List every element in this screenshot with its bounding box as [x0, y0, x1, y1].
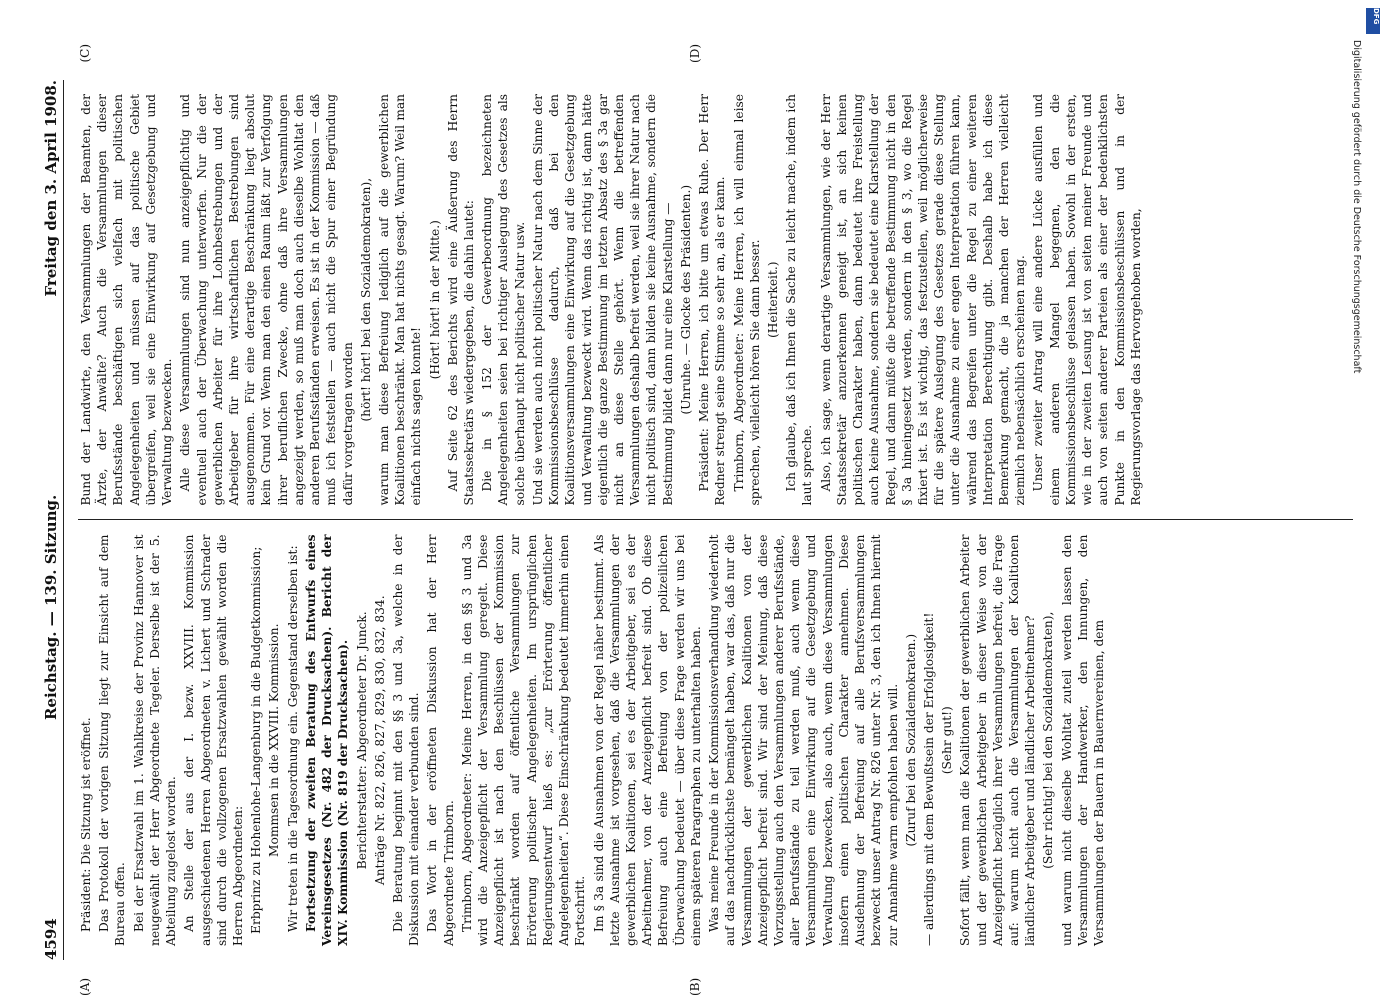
- margin-mark-d: (D): [688, 44, 702, 63]
- paragraph: Im § 3a sind die Ausnahmen von der Regel näher bestimmt. Als letzte Ausnahme ist vorgesehen, daß die Versammlungen der gewerblichen Koalitionen, sei es der Arbeitgeber, sei es der Arbeitnehmer, von der Anzeigepflicht befreit sind. Ob diese Befreiung auch eine Befreiung von der polizeilichen Überwachung bedeutet — über diese Frage werden wir uns bei einem späteren Paragraphen zu unterhalten haben.: [591, 534, 703, 946]
- paragraph: Präsident: Meine Herren, ich bitte um etwas Ruhe. Der Herr Redner strengt seine Stimme so sehr an, als er kann.: [697, 94, 728, 506]
- paragraph: Wir treten in die Tagesordnung ein. Gegenstand derselben ist:: [285, 545, 300, 932]
- paragraph: Das Protokoll der vorigen Sitzung liegt zur Einsicht auf dem Bureau offen.: [97, 534, 128, 946]
- paragraph: Unser zweiter Antrag will eine andere Lücke ausfüllen und einem anderen Mangel begegnen, den die Kommissionsbeschlüsse gelassen haben. Sowohl in der ersten, wie in der zweiten Lesung ist von seiten meiner Freunde und auch von seiten anderer Parteien als einer der bedenklichsten Punkte in den Kommissionsbeschlüssen und in der Regierungsvorlage das Hervorgehoben worden,: [1031, 94, 1143, 506]
- left-column: [78, 521, 1353, 996]
- interjection: (Zuruf bei den Sozialdemokraten.): [903, 633, 918, 847]
- document-page: [0, 40, 1383, 1000]
- paragraph: Anträge Nr. 822, 826, 827, 829, 830, 832, 834.: [372, 595, 387, 886]
- agenda-item: Fortsetzung der zweiten Beratung des Entwurfs eines Vereinsgesetzes (Nr. 482 der Drucksachen). Bericht der XIV. Kommission (Nr. 819 der Drucksachen).: [303, 534, 351, 946]
- paragraph: Auf Seite 62 des Berichts wird eine Äußerung des Herrn Staatssekretärs wiedergegeben, die dahin lautet:: [445, 94, 477, 506]
- paragraph: Die Beratung beginnt mit den §§ 3 und 3a, welche in der Diskussion mit einander verbunden sind.: [390, 534, 422, 946]
- quotation: Die in § 152 der Gewerbeordnung bezeichneten Angelegenheiten seien bei richtiger Auslegung des Gesetzes als solche überhaupt nicht politischer Natur usw.: [480, 94, 527, 506]
- paragraph: Erbprinz zu Hohenlohe-Langenburg in die Budgetkommission;: [249, 546, 264, 934]
- session-title: Reichstag. — 139. Sitzung.: [42, 494, 60, 721]
- paragraph: warum man diese Befreiung lediglich auf die gewerblichen Koalitionen beschränkt. Man hat nichts gesagt. Warum? Weil man einfach nichts sagen konnte!: [376, 94, 424, 506]
- paragraph: Berichterstatter: Abgeordneter Dr. Junck.: [354, 611, 369, 870]
- page-header: [42, 80, 64, 960]
- paragraph: und warum nicht dieselbe Wohltat zuteil werden lassen den Versammlungen der Handwerker, den Innungen, den Versammlungen der Bauern in Bauernvereinen, dem: [1059, 534, 1107, 946]
- paragraph: Was meine Freunde in der Kommissionsverhandlung wiederholt auf das nachdrücklichste bemängelt haben, war das, daß nur die Versammlungen der gewerblichen Koalitionen von der Anzeigepflicht befreit sind. Wir sind der Meinung, daß diese Vorzugsstellung auch den Versammlungen anderer Berufsstände, aller Berufsstände zu teil werden muß, auch wenn diese Versammlungen eine Einwirkung auf die Gesetzgebung und Verwaltung bezwecken, also auch, wenn diese Versammlungen insofern einen politischen Charakter annehmen. Diese Ausdehnung der Befreiung auf alle Berufsversammlungen bezweckt unser Antrag Nr. 826 unter Nr. 3, den ich Ihnen hiermit zur Annahme warm empfohlen haben will.: [707, 534, 900, 946]
- paragraph: Bund der Landwirte, den Versammlungen der Beamten, der Ärzte, der Anwälte? Auch die Versammlungen dieser Berufsstände beschäftigen sich vielfach mit politischen Angelegenheiten und müssen auf das politische Gebiet übergreifen, weil sie eine Einwirkung auf Gesetzgebung und Verwaltung bezwecken.: [79, 94, 175, 506]
- paragraph: Trimborn, Abgeordneter: Meine Herren, in den §§ 3 und 3a wird die Anzeigepflicht der Versammlung geregelt. Diese Anzeigepflicht ist nach den Beschlüssen der Kommission beschränkt worden auf öffentliche Versammlungen zur Erörterung politischer Angelegenheiten. Im ursprünglichen Regierungsentwurf hieß es: „zur Erörterung öffentlicher Angelegenheiten“. Diese Einschränkung bedeutet immerhin einen Fortschritt.: [459, 534, 588, 946]
- text-columns: [78, 44, 1353, 996]
- paragraph: Bei der Ersatzwahl im 1. Wahlkreise der Provinz Hannover ist neugewählt der Herr Abgeordnete Tegeler. Derselbe ist der 5. Abteilung zugelost worden.: [131, 534, 179, 946]
- interjection: (Hört! hört! in der Mitte.): [427, 220, 442, 380]
- margin-mark-b: (B): [688, 977, 702, 996]
- interjection: (Sehr gut!): [940, 706, 955, 775]
- paragraph: Also, ich sage, wenn derartige Versammlungen, wie der Herr Staatssekretär anzuerkennen geneigt ist, an sich keinen politischen Charakter haben, dann bedeutet ihre Freistellung auch keine Ausnahme, sondern sie bedeutet eine Klarstellung der Regel, und dann müßte die betreffende Bestimmung nicht in den § 3a hineingesetzt werden, sondern in den § 3, wo die Regel fixiert ist. Es ist wichtig, das festzustellen, weil möglicherweise für die spätere Auslegung des Gesetzes gerade diese Stellung unter die Ausnahme zu einer engen Interpretation führen kann, während das Begreifen unter die Regel zu einer weiteren Interpretation Berechtigung gibt. Deshalb habe ich diese Bemerkung gemacht, die ja manchen der Herren vielleicht ziemlich nebensächlich erscheinen mag.: [818, 94, 1028, 506]
- paragraph: An Stelle der aus der I. bezw. XXVIII. Kommission ausgeschiedenen Herren Abgeordneten v. Lichert und Schrader sind durch die vollzogenen Ersatzwahlen gewählt worden die Herren Abgeordneten:: [182, 534, 245, 946]
- paragraph: — allerdings mit dem Bewußtsein der Erfolglosigkeit!: [921, 612, 936, 946]
- interjection: (Heiterkeit.): [765, 261, 780, 338]
- interjection: (hört! hört! bei den Sozialdemokraten),: [358, 177, 373, 422]
- paragraph: Und sie werden auch nicht politischer Natur nach dem Sinne der Kommissionsbeschlüsse dadurch, daß bei den Koalitionsversammlungen eine Einwirkung auf die Gesetzgebung und Verwaltung bezweckt wird. Wenn das richtig ist, dann hätte eigentlich die ganze Bestimmung im letzten Absatz des § 3a gar nicht an diese Stelle gehört. Wenn die betreffenden Versammlungen deshalb befreit werden, weil sie ihrer Natur nach nicht politisch sind, dann bilden sie keine Ausnahme, sondern die Bestimmung bildet dann nur eine Klarstellung —: [530, 94, 675, 506]
- page-number: 4594: [42, 918, 60, 960]
- digitization-credit: Digitalisierung gefördert durch die Deutsche Forschungsgemeinschaft: [1351, 40, 1362, 374]
- session-date: Freitag den 3. April 1908.: [42, 80, 60, 297]
- margin-mark-c: (C): [78, 44, 92, 63]
- interjection: (Sehr richtig! bei den Sozialdemokraten),: [1041, 611, 1056, 869]
- paragraph: Präsident: Die Sitzung ist eröffnet.: [79, 717, 93, 932]
- paragraph: Mommsen in die XXVIII. Kommission.: [267, 623, 282, 857]
- paragraph: Ich glaube, daß ich Ihnen die Sache zu leicht mache, indem ich laut spreche.: [784, 94, 815, 506]
- paragraph: Alle diese Versammlungen sind nun anzeigepflichtig und eventuell auch der Überwachung unterworfen. Nur die der gewerblichen Arbeiter für ihre Lohnbestrebungen und der Arbeitgeber für ihre wirtschaftlichen Bestrebungen sind ausgenommen. Für eine derartige Beschränkung liegt absolut kein Grund vor. Wenn man den einen Raum läßt zur Verfolgung ihrer beruflichen Zwecke, ohne daß ihre Versammlungen angezeigt werden, so muß man doch auch dieselbe Wohltat den anderen Berufsständen erweisen. Es ist in der Kommission — daß muß ich feststellen — auch nicht die Spur einer Begründung dafür vorgetragen worden: [178, 94, 355, 506]
- paragraph: Sofort fällt, wenn man die Koalitionen der gewerblichen Arbeiter und der gewerblichen Arbeitgeber in dieser Weise von der Anzeigepflicht bezüglich ihrer Versammlungen befreit, die Frage auf: warum nicht auch die Versammlungen der Koalitionen ländlicher Arbeitgeber und ländlicher Arbeitnehmer?: [958, 534, 1038, 946]
- right-column: [78, 44, 1353, 521]
- margin-mark-a: (A): [78, 977, 92, 996]
- paragraph: Trimborn, Abgeordneter: Meine Herren, ich will einmal leise sprechen, vielleicht hören Sie dann besser.: [731, 94, 762, 506]
- paragraph: Das Wort in der eröffneten Diskussion hat der Herr Abgeordnete Trimborn.: [425, 534, 456, 946]
- dfg-logo-text: DFG: [1372, 8, 1380, 25]
- interjection: (Unruhe. — Glocke des Präsidenten.): [678, 184, 693, 415]
- dfg-logo: [1366, 8, 1380, 34]
